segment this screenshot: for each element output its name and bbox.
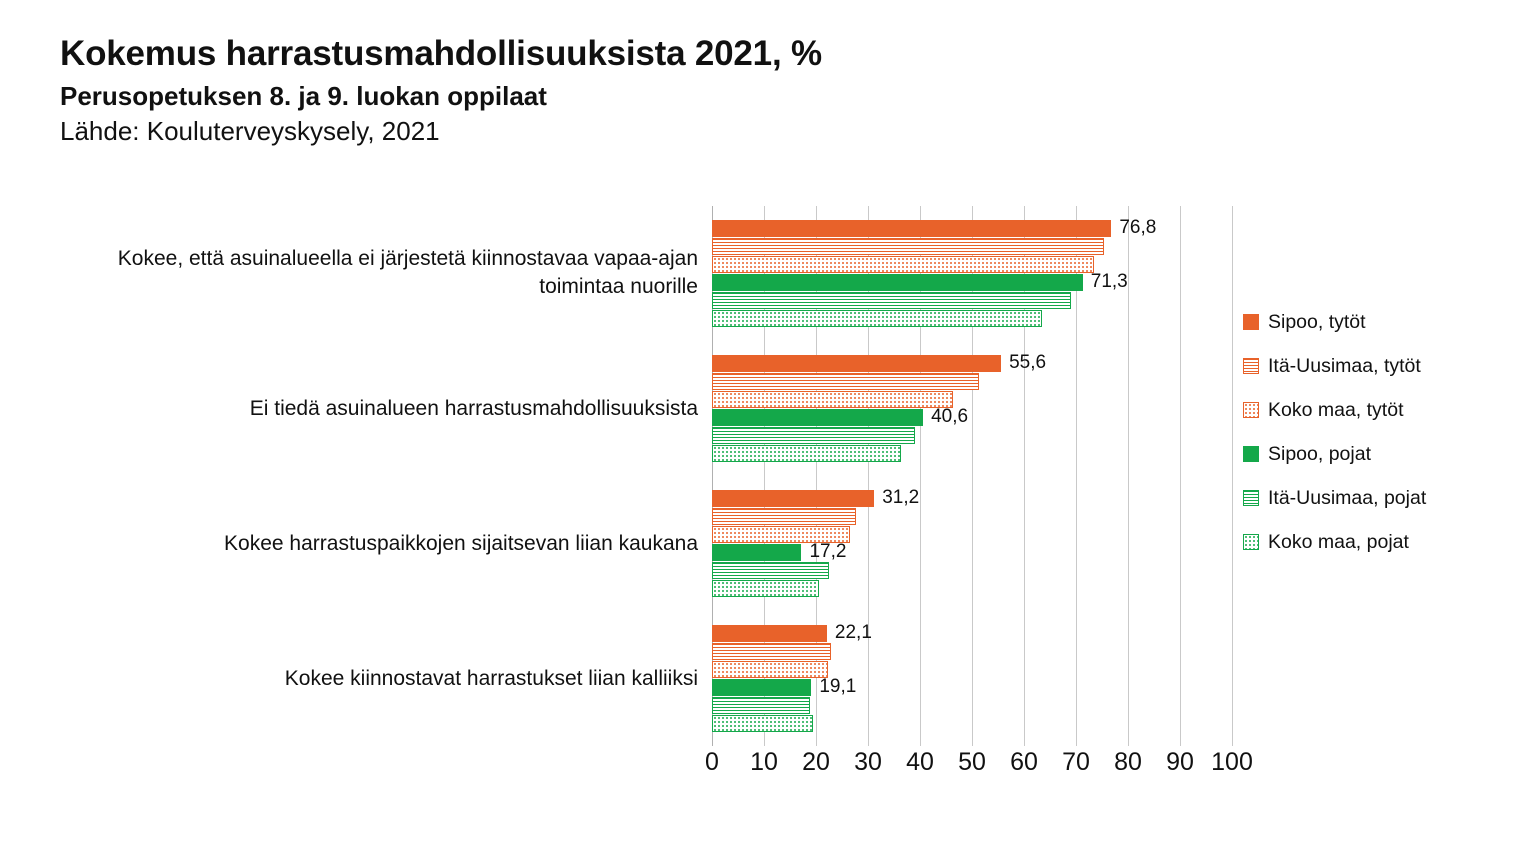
bar[interactable]: [712, 562, 829, 579]
bar-group: [712, 341, 1232, 476]
category-label: Kokee harrastuspaikkojen sijaitsevan liian kaukana: [224, 531, 698, 555]
bar[interactable]: [712, 697, 810, 714]
category-label: Kokee kiinnostavat harrastukset liian kalliiksi: [284, 666, 698, 690]
bar[interactable]: [712, 238, 1104, 255]
bar-groups: [712, 206, 1232, 746]
bar[interactable]: [712, 274, 1083, 291]
bar[interactable]: [712, 715, 813, 732]
x-tick-label: 70: [1062, 748, 1090, 776]
bar[interactable]: [712, 409, 923, 426]
bar-group: [712, 206, 1232, 341]
bar-row[interactable]: [712, 643, 1232, 660]
bar[interactable]: [712, 526, 850, 543]
bar[interactable]: [712, 310, 1042, 327]
bar[interactable]: [712, 679, 811, 696]
bar-group: [712, 611, 1232, 746]
legend-item[interactable]: [1243, 520, 1513, 564]
x-tick-label: 10: [750, 748, 778, 776]
bar[interactable]: [712, 256, 1094, 273]
bar-value-label: 40,6: [931, 406, 969, 427]
x-axis: [705, 748, 1253, 788]
chart-source: Lähde: Kouluterveyskysely, 2021: [60, 115, 440, 146]
gridline: [1232, 206, 1233, 746]
chart-legend: [1243, 300, 1513, 564]
legend-label: Koko maa, tytöt: [1268, 398, 1404, 421]
legend-label: Itä-Uusimaa, pojat: [1268, 486, 1427, 509]
bar[interactable]: [712, 544, 801, 561]
bar[interactable]: [712, 220, 1111, 237]
legend-swatch-icon: [1243, 534, 1259, 550]
bar[interactable]: [712, 391, 953, 408]
x-tick-label: 30: [854, 748, 882, 776]
legend-label: Koko maa, pojat: [1268, 530, 1409, 553]
bar-value-label: 76,8: [1119, 217, 1157, 238]
bar-value-label: 22,1: [834, 622, 872, 643]
category-label: Ei tiedä asuinalueen harrastusmahdollisuuksista: [249, 396, 698, 420]
bar-row[interactable]: [712, 661, 1232, 678]
x-tick-label: 0: [705, 748, 719, 776]
x-tick-label: 80: [1114, 748, 1142, 776]
page-title: Kokemus harrastusmahdollisuuksista 2021, %: [60, 34, 822, 73]
legend-item[interactable]: [1243, 476, 1513, 520]
bar-value-label: 19,1: [819, 676, 857, 697]
bar-value-label: 17,2: [809, 541, 847, 562]
bar[interactable]: [712, 292, 1071, 309]
bar-row[interactable]: [712, 676, 1232, 697]
bar-row[interactable]: [712, 508, 1232, 525]
bar-value-label: 31,2: [882, 487, 920, 508]
bar-row[interactable]: [712, 310, 1232, 327]
legend-item[interactable]: [1243, 388, 1513, 432]
plot-area: [712, 206, 1232, 746]
chart-titles: [60, 34, 1260, 147]
bar[interactable]: [712, 490, 874, 507]
legend-swatch-icon: [1243, 402, 1259, 418]
bar[interactable]: [712, 625, 827, 642]
bar-row[interactable]: [712, 373, 1232, 390]
bar-row[interactable]: [712, 256, 1232, 273]
bar[interactable]: [712, 508, 856, 525]
x-tick-label: 100: [1211, 748, 1253, 776]
legend-label: Sipoo, tytöt: [1268, 310, 1366, 333]
bar-row[interactable]: [712, 352, 1232, 373]
bar-row[interactable]: [712, 217, 1232, 238]
bar-row[interactable]: [712, 715, 1232, 732]
legend-item[interactable]: [1243, 432, 1513, 476]
legend-item[interactable]: [1243, 300, 1513, 344]
category-label: Kokee, että asuinalueella ei järjestetä kiinnostavaa vapaa-ajan toimintaa nuorille: [117, 247, 698, 299]
bar-value-label: 71,3: [1090, 271, 1128, 292]
chart-subtitle: Perusopetuksen 8. ja 9. luokan oppilaat: [60, 81, 547, 112]
x-tick-label: 40: [906, 748, 934, 776]
legend-label: Sipoo, pojat: [1268, 442, 1371, 465]
bar-row[interactable]: [712, 697, 1232, 714]
legend-swatch-icon: [1243, 446, 1259, 462]
bar-row[interactable]: [712, 445, 1232, 462]
bar-row[interactable]: [712, 238, 1232, 255]
legend-label: Itä-Uusimaa, tytöt: [1268, 354, 1421, 377]
legend-swatch-icon: [1243, 314, 1259, 330]
bar-value-label: 55,6: [1009, 352, 1047, 373]
legend-item[interactable]: [1243, 344, 1513, 388]
bar-row[interactable]: [712, 427, 1232, 444]
bar-row[interactable]: [712, 526, 1232, 543]
bar[interactable]: [712, 580, 819, 597]
legend-swatch-icon: [1243, 358, 1259, 374]
legend-swatch-icon: [1243, 490, 1259, 506]
bar-row[interactable]: [712, 580, 1232, 597]
bar-row[interactable]: [712, 292, 1232, 309]
bar-row[interactable]: [712, 271, 1232, 292]
x-tick-label: 50: [958, 748, 986, 776]
bar[interactable]: [712, 427, 915, 444]
x-tick-label: 20: [802, 748, 830, 776]
bar-row[interactable]: [712, 541, 1232, 562]
bar-row[interactable]: [712, 562, 1232, 579]
bar[interactable]: [712, 373, 979, 390]
x-tick-label: 90: [1166, 748, 1194, 776]
bar[interactable]: [712, 643, 831, 660]
bar-group: [712, 476, 1232, 611]
bar[interactable]: [712, 445, 901, 462]
bar[interactable]: [712, 355, 1001, 372]
bar-row[interactable]: [712, 406, 1232, 427]
x-tick-label: 60: [1010, 748, 1038, 776]
bar-row[interactable]: [712, 391, 1232, 408]
bar-row[interactable]: [712, 487, 1232, 508]
bar-row[interactable]: [712, 622, 1232, 643]
bar[interactable]: [712, 661, 828, 678]
